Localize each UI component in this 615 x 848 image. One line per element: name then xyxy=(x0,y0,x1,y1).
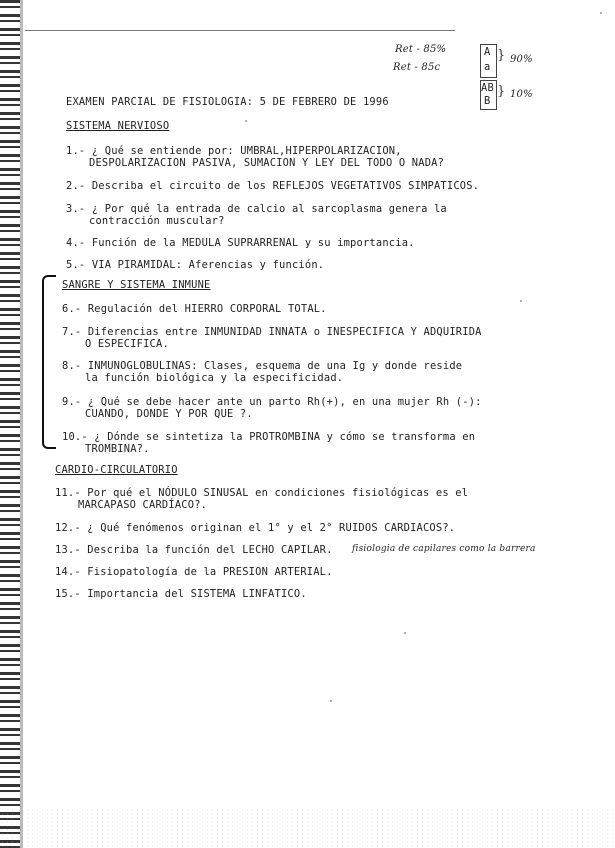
question-10-line-1: 10.- ¿ Dónde se sintetiza la PROTROMBINA y cómo se transforma en xyxy=(62,431,476,443)
question-8-line-2: la función biológica y la especificidad. xyxy=(85,372,344,384)
question-1-line-1: 1.- ¿ Qué se entiende por: UMBRAL,HIPERPOLARIZACION, xyxy=(66,145,402,157)
question-3-line-1: 3.- ¿ Por qué la entrada de calcio al sarcoplasma genera la xyxy=(66,203,447,215)
scan-speck xyxy=(404,632,406,634)
grade-box-letter-a: A xyxy=(484,46,491,58)
section-heading-cardio: CARDIO-CIRCULATORIO xyxy=(55,464,178,476)
handwritten-grade-a: Ret - 85% xyxy=(395,44,447,55)
question-9-line-2: CUANDO, DONDE Y POR QUE ?. xyxy=(85,408,253,420)
question-10-line-2: TROMBINA?. xyxy=(85,443,150,455)
question-3-line-2: contracción muscular? xyxy=(89,215,225,227)
grade-brace: } xyxy=(497,48,506,63)
question-5: 5.- VIA PIRAMIDAL: Aferencias y función. xyxy=(66,259,325,271)
spiral-binding xyxy=(0,0,22,848)
handwritten-bracket xyxy=(42,275,56,449)
binding-edge xyxy=(20,0,23,848)
section-heading-nervioso: SISTEMA NERVIOSO xyxy=(66,120,170,132)
question-6: 6.- Regulación del HIERRO CORPORAL TOTAL. xyxy=(62,303,327,315)
scan-speck xyxy=(600,12,602,14)
question-15: 15.- Importancia del SISTEMA LINFATICO. xyxy=(55,588,307,600)
exam-title: EXAMEN PARCIAL DE FISIOLOGIA: 5 DE FEBRERO DE 1996 xyxy=(66,96,389,108)
grade-box-letter-b: B xyxy=(484,95,491,107)
top-rule xyxy=(25,30,455,31)
question-9-line-1: 9.- ¿ Qué se debe hacer ante un parto Rh(+), en una mujer Rh (-): xyxy=(62,396,482,408)
question-11-line-2: MARCAPASO CARDÍACO?. xyxy=(78,499,208,511)
question-7-line-2: O ESPECIFICA. xyxy=(85,338,169,350)
grade-brace-lower: } xyxy=(497,84,506,99)
question-7-line-1: 7.- Diferencias entre INMUNIDAD INNATA o INESPECIFICA Y ADQUIRIDA xyxy=(62,326,482,338)
question-8-line-1: 8.- INMUNOGLOBULINAS: Clases, esquema de una Ig y donde reside xyxy=(62,360,463,372)
question-1-line-2: DESPOLARIZACION PASIVA, SUMACION Y LEY DEL TODO O NADA? xyxy=(89,157,445,169)
question-11-line-1: 11.- Por qué el NÓDULO SINUSAL en condiciones fisiológicas es el xyxy=(55,487,469,499)
question-4: 4.- Función de la MEDULA SUPRARRENAL y su importancia. xyxy=(66,237,415,249)
scan-speck xyxy=(520,300,522,302)
grade-box-letter-a-lower: a xyxy=(484,61,491,73)
handwritten-note-q13: fisiologia de capilares como la barrera xyxy=(352,544,536,554)
handwritten-percent-bottom: 10% xyxy=(510,89,533,100)
question-12: 12.- ¿ Qué fenómenos originan el 1° y el 2° RUIDOS CARDIACOS?. xyxy=(55,522,456,534)
handwritten-percent-top: 90% xyxy=(510,54,533,65)
question-2: 2.- Describa el circuito de los REFLEJOS VEGETATIVOS SIMPATICOS. xyxy=(66,180,480,192)
question-14: 14.- Fisiopatología de la PRESION ARTERIAL. xyxy=(55,566,333,578)
handwritten-grade-b: Ret - 85c xyxy=(393,62,441,73)
scan-speck xyxy=(245,120,247,122)
section-heading-sangre: SANGRE Y SISTEMA INMUNE xyxy=(62,279,211,291)
scan-noise xyxy=(0,808,615,848)
grade-box-letters-ab: AB xyxy=(481,82,494,94)
scan-speck xyxy=(330,700,332,702)
question-13: 13.- Describa la función del LECHO CAPILAR. xyxy=(55,544,333,556)
